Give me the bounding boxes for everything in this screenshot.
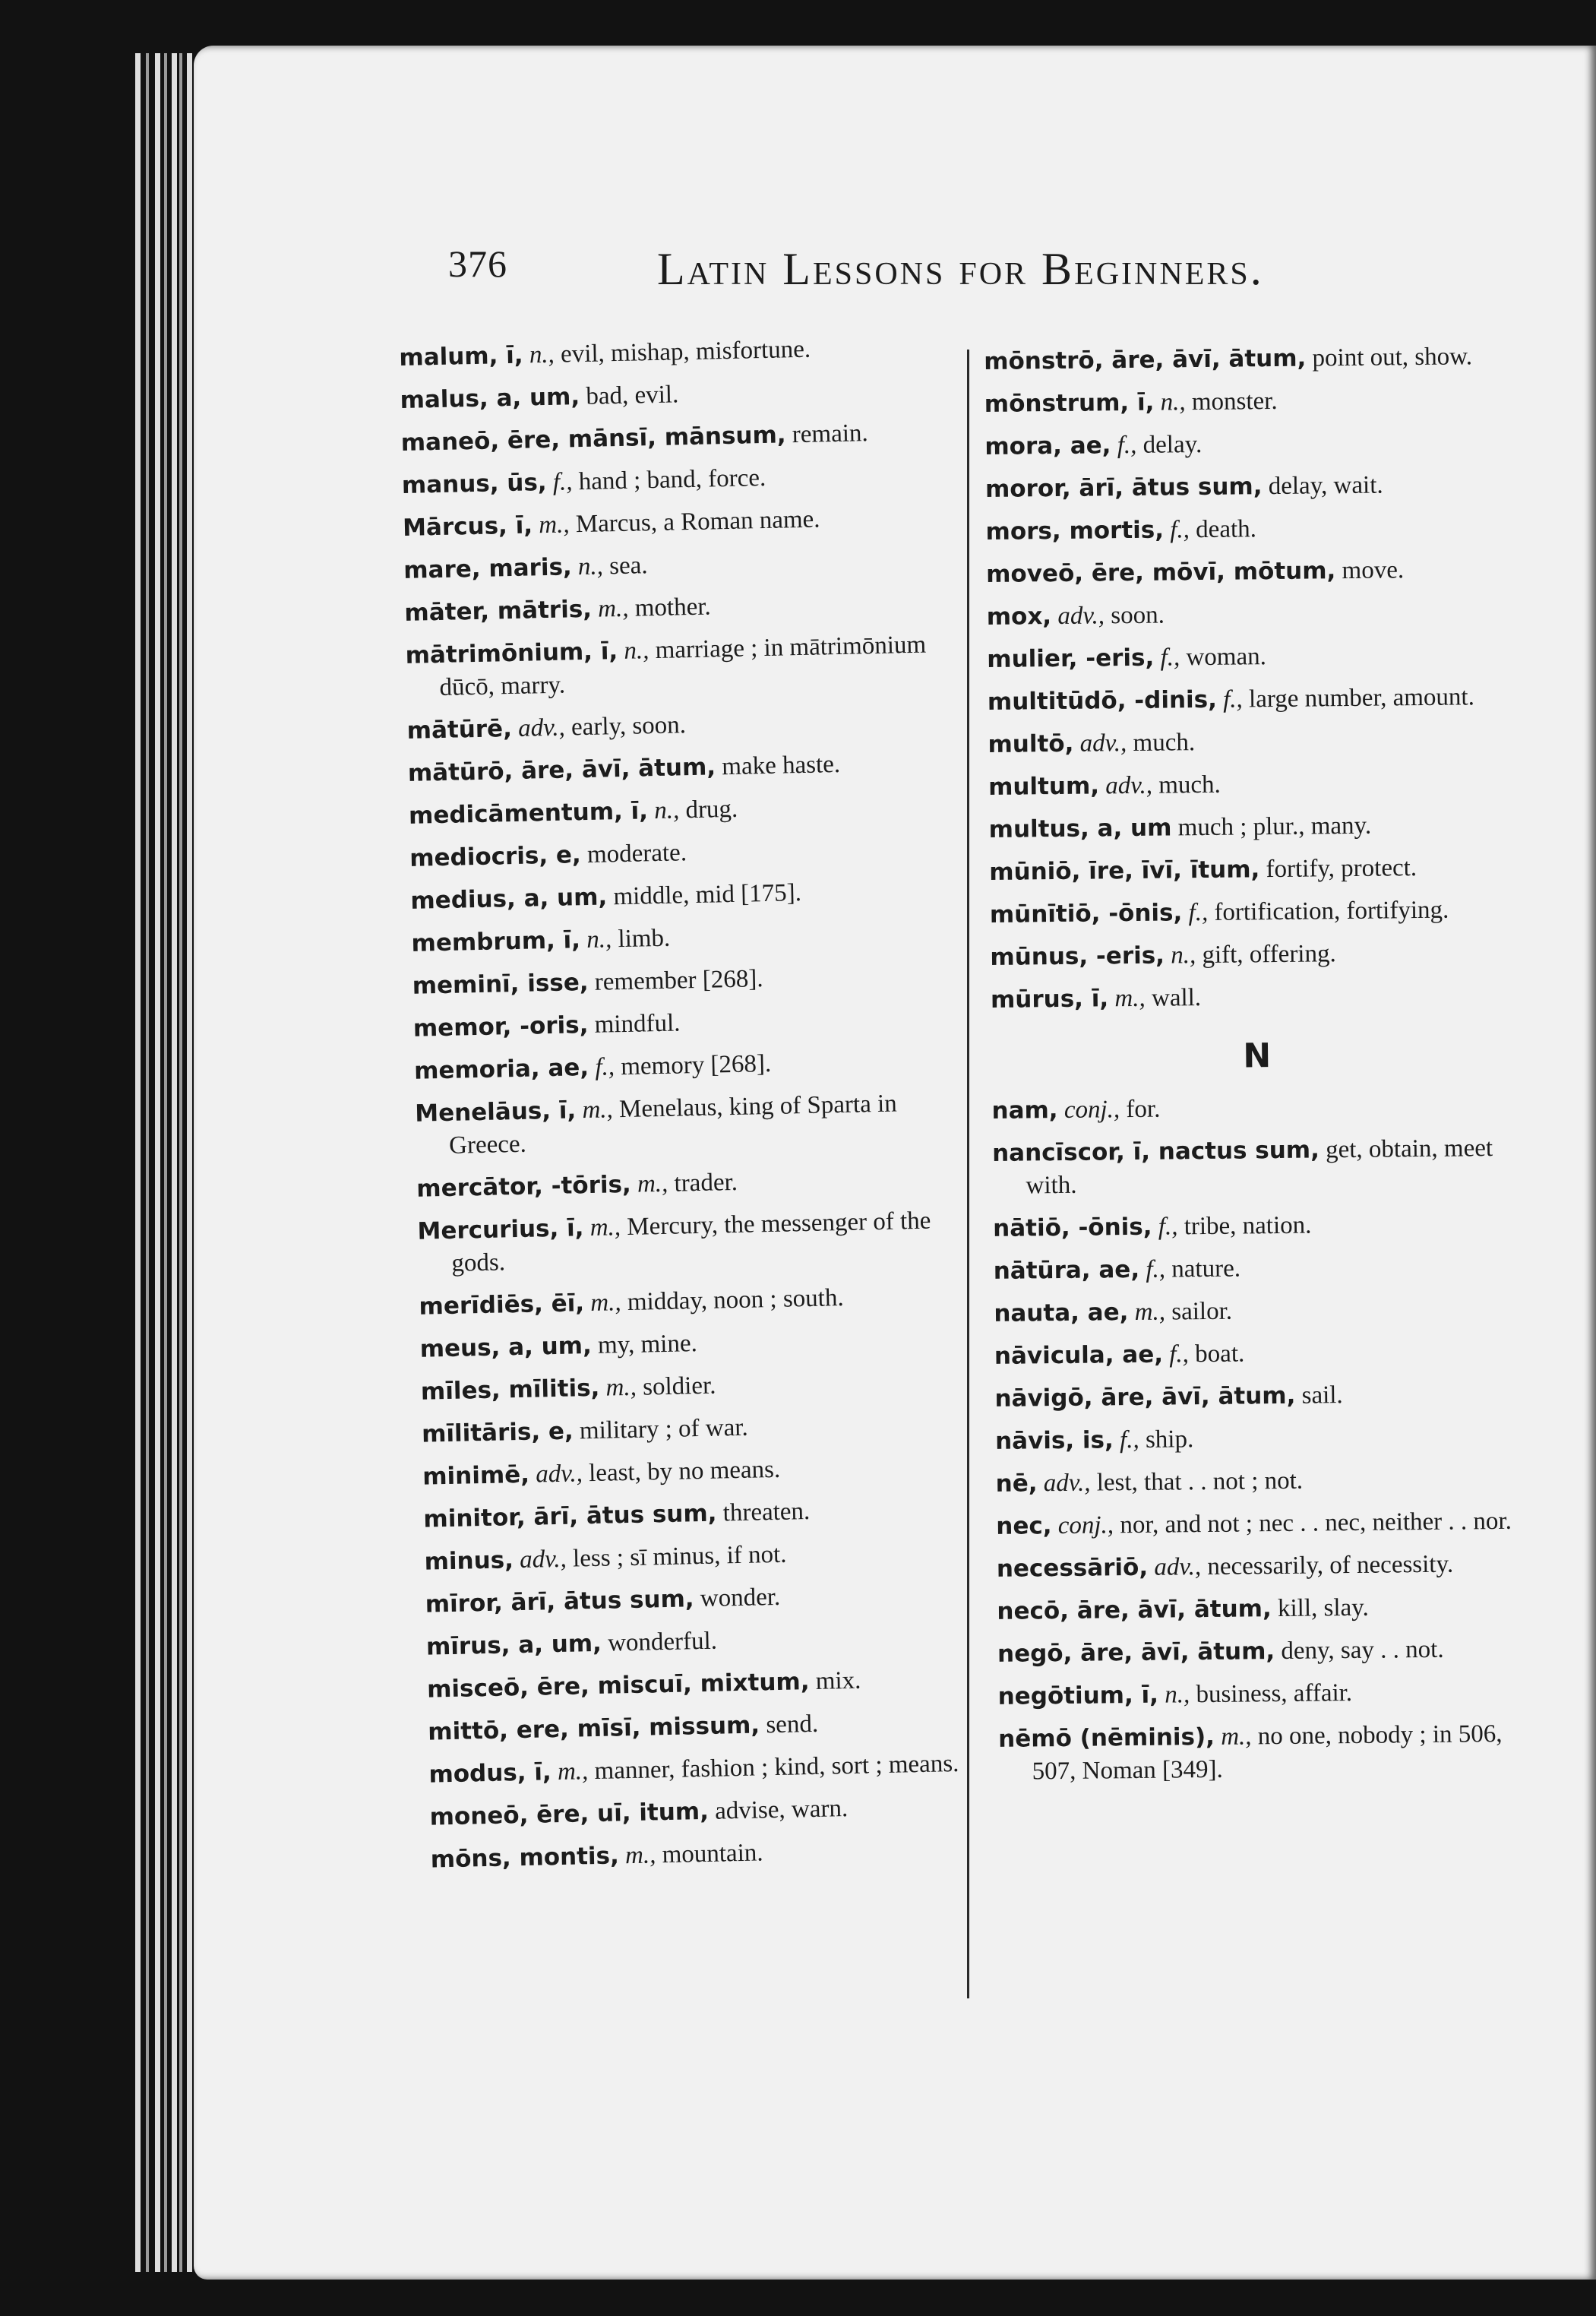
entry-headword: nam,: [991, 1096, 1058, 1125]
entry-headword: Mercurius, ī,: [417, 1214, 584, 1245]
entry-headword: mittō, ere, mīsī, missum,: [427, 1711, 760, 1746]
entry-definition: business, affair.: [1196, 1679, 1353, 1709]
entry-grammar: f.,: [1169, 1340, 1190, 1368]
entry-headword: māter, mātris,: [404, 595, 593, 627]
entry-grammar: conj.,: [1063, 1096, 1120, 1124]
entry-definition: military ; of war.: [579, 1413, 749, 1445]
dictionary-entry: [410, 874, 958, 918]
entry-headword: multitūdō, -dinis,: [987, 685, 1218, 716]
entry-grammar: m.,: [1221, 1723, 1252, 1751]
entry-grammar: f.,: [1222, 685, 1244, 713]
entry-definition: fortification, fortifying.: [1214, 896, 1449, 926]
entry-headword: nē,: [995, 1470, 1038, 1498]
entry-definition: ship.: [1145, 1425, 1194, 1454]
entry-headword: manus, ūs,: [401, 468, 547, 499]
dictionary-entry: [415, 1087, 963, 1163]
entry-definition: no one, nobody ; in 506, 507, Noman [349].: [1032, 1720, 1503, 1786]
entry-definition: midday, noon ; south.: [627, 1284, 845, 1316]
entry-definition: limb.: [618, 924, 671, 954]
entry-definition: death.: [1196, 515, 1257, 544]
entry-grammar: f.,: [1117, 431, 1137, 460]
entry-headword: multus, a, um: [988, 814, 1172, 843]
dictionary-entry: [995, 1463, 1527, 1501]
page-header: [448, 228, 1307, 312]
entry-grammar: m.,: [597, 594, 629, 623]
entry-headword: mīles, mīlitis,: [420, 1374, 600, 1406]
page-edge-line: [155, 53, 160, 2272]
entry-definition: monster.: [1191, 387, 1278, 416]
dictionary-entry: [403, 501, 950, 545]
entry-headword: mōns, montis,: [430, 1842, 620, 1874]
entry-headword: medius, a, um,: [410, 883, 608, 915]
entry-grammar: n.,: [624, 637, 649, 665]
entry-headword: mīlitāris, e,: [421, 1417, 574, 1448]
page-edge-line: [179, 53, 182, 2272]
dictionary-entry: [411, 916, 959, 960]
entry-headword: mōnstrum, ī,: [984, 388, 1155, 418]
entry-headword: membrum, ī,: [411, 926, 581, 957]
dictionary-entry: [993, 1207, 1525, 1245]
dictionary-entry: [419, 1280, 966, 1324]
entry-definition: manner, fashion ; kind, sort ; means.: [594, 1749, 959, 1786]
entry-headword: malum, ī,: [399, 341, 523, 372]
entry-definition: large number, amount.: [1248, 683, 1475, 713]
dictionary-entry: [994, 1292, 1525, 1330]
dictionary-entry: [428, 1748, 976, 1792]
entry-headword: malus, a, um,: [400, 383, 580, 414]
dictionary-entry: [409, 831, 957, 875]
entry-definition: early, soon.: [570, 711, 687, 742]
entry-headword: mōnstrō, āre, āvī, ātum,: [984, 344, 1307, 375]
entry-grammar: conj.,: [1057, 1511, 1114, 1540]
entry-definition: much.: [1133, 729, 1196, 757]
entry-definition: less ; sī minus, if not.: [572, 1540, 787, 1573]
entry-grammar: m.,: [624, 1841, 656, 1870]
dictionary-entry: [985, 511, 1517, 549]
entry-headword: minus,: [424, 1546, 514, 1576]
entry-headword: mare, maris,: [403, 553, 573, 584]
entry-grammar: m.,: [589, 1213, 621, 1242]
entry-headword: multum,: [988, 772, 1100, 801]
dictionary-entry: [429, 1790, 977, 1834]
entry-definition: memory [268].: [620, 1049, 772, 1081]
dictionary-entry: [426, 1620, 974, 1664]
left-column: [399, 331, 978, 1887]
dictionary-entry: [995, 1420, 1527, 1458]
entry-headword: nauta, ae,: [994, 1299, 1129, 1327]
dictionary-entry: [990, 894, 1522, 932]
dictionary-entry: [407, 746, 955, 790]
dictionary-entry: [412, 959, 959, 1003]
dictionary-entry: [414, 1044, 962, 1088]
dictionary-entry: [406, 704, 954, 748]
entry-definition: evil, mishap, misfortune.: [560, 335, 811, 369]
entry-definition: wonder.: [700, 1583, 781, 1613]
entry-headword: mulier, -eris,: [987, 644, 1155, 673]
entry-grammar: f.,: [1158, 1213, 1178, 1241]
page-edge-line: [135, 53, 141, 2272]
entry-headword: negōtium, ī,: [997, 1681, 1159, 1710]
entry-grammar: m.,: [589, 1289, 622, 1317]
entry-headword: nēmō (nēminis),: [998, 1723, 1215, 1753]
entry-headword: necō, āre, āvī, ātum,: [997, 1595, 1272, 1625]
entry-headword: nec,: [996, 1512, 1052, 1540]
dictionary-entry: [423, 1492, 971, 1536]
dictionary-entry: [990, 936, 1522, 974]
entry-headword: meus, a, um,: [419, 1331, 593, 1363]
entry-definition: remember [268].: [594, 965, 763, 996]
entry-grammar: adv.,: [1079, 729, 1127, 758]
dictionary-entry: [405, 628, 953, 705]
entry-grammar: f.,: [1146, 1255, 1166, 1283]
entry-headword: mūrus, ī,: [990, 985, 1109, 1014]
dictionary-entry: [422, 1407, 969, 1451]
page-edge-line: [187, 53, 192, 2272]
page-edge-stack: [129, 53, 201, 2272]
entry-definition: remain.: [792, 419, 869, 449]
entry-definition: much ; plur., many.: [1177, 812, 1372, 842]
entry-headword: mūniō, īre, īvī, ītum,: [989, 856, 1260, 886]
entry-definition: much.: [1158, 770, 1221, 799]
dictionary-entry: [419, 1322, 967, 1366]
entry-definition: Mercury, the messenger of the gods.: [451, 1207, 931, 1277]
dictionary-entry: [412, 1001, 960, 1046]
entry-grammar: m.,: [538, 511, 570, 539]
entry-definition: moderate.: [586, 839, 687, 868]
entry-grammar: f.,: [594, 1053, 615, 1081]
entry-definition: wonderful.: [607, 1627, 718, 1657]
entry-definition: middle, mid [175].: [613, 879, 802, 911]
right-column-n-entries: [991, 1090, 1531, 1789]
entry-definition: get, obtain, meet with.: [1026, 1134, 1493, 1200]
entry-definition: trader.: [674, 1168, 738, 1198]
dictionary-entry: [986, 553, 1518, 591]
entry-headword: mātūrē,: [406, 714, 513, 745]
dictionary-entry: [994, 1335, 1526, 1373]
dictionary-entry: [997, 1548, 1528, 1586]
dictionary-entry: [997, 1675, 1529, 1713]
entry-definition: boat.: [1195, 1340, 1245, 1368]
entry-definition: point out, show.: [1312, 343, 1473, 372]
entry-definition: kill, slay.: [1277, 1593, 1369, 1623]
entry-headword: modus, ī,: [428, 1758, 552, 1789]
entry-headword: moveō, ēre, mōvī, mōtum,: [985, 557, 1336, 588]
entry-grammar: adv.,: [1057, 602, 1105, 630]
dictionary-entry: [988, 808, 1520, 846]
entry-grammar: n.,: [1171, 941, 1196, 970]
dictionary-entry: [416, 1162, 964, 1206]
right-column: [984, 340, 1531, 1799]
page-number: 376: [448, 242, 507, 285]
entry-definition: mother.: [634, 593, 712, 622]
entry-headword: negō, āre, āvī, ātum,: [997, 1637, 1275, 1668]
entry-definition: move.: [1342, 556, 1405, 585]
entry-definition: sea.: [608, 552, 648, 581]
entry-grammar: m.,: [1114, 984, 1146, 1013]
entry-definition: sailor.: [1171, 1297, 1233, 1326]
dictionary-entry: [991, 979, 1522, 1017]
entry-headword: memor, -oris,: [412, 1011, 589, 1043]
entry-definition: nor, and not ; nec . . nec, neither . . nor.: [1120, 1507, 1512, 1539]
dictionary-entry: [984, 383, 1516, 421]
entry-grammar: m.,: [605, 1373, 637, 1402]
dictionary-entry: [994, 1250, 1525, 1288]
entry-headword: mātūrō, āre, āvī, ātum,: [407, 753, 716, 787]
entry-definition: send.: [766, 1710, 819, 1739]
entry-definition: for.: [1126, 1095, 1161, 1124]
dictionary-entry: [988, 681, 1519, 719]
entry-grammar: adv.,: [519, 1545, 567, 1574]
entry-grammar: n.,: [586, 925, 612, 954]
entry-headword: Mārcus, ī,: [402, 511, 533, 542]
column-divider: [967, 350, 969, 1998]
entry-headword: misceō, ēre, miscuī, mixtum,: [426, 1668, 810, 1704]
entry-definition: mountain.: [662, 1839, 763, 1869]
entry-definition: wall.: [1151, 984, 1202, 1012]
entry-headword: minitor, ārī, ātus sum,: [423, 1499, 717, 1533]
entry-definition: Menelaus, king of Sparta in Greece.: [448, 1090, 898, 1160]
entry-definition: threaten.: [722, 1498, 811, 1527]
entry-definition: soon.: [1111, 601, 1165, 630]
entry-headword: mīror, ārī, ātus sum,: [425, 1585, 694, 1618]
entry-grammar: f.,: [1170, 516, 1190, 544]
dictionary-entry: [994, 1378, 1526, 1416]
entry-grammar: adv.,: [1154, 1553, 1202, 1581]
page-edge-line: [164, 53, 167, 2272]
dictionary-entry: [997, 1590, 1528, 1628]
entry-grammar: adv.,: [517, 713, 566, 742]
entry-headword: multō,: [988, 729, 1074, 758]
entry-definition: delay.: [1142, 431, 1203, 459]
entry-headword: moror, ārī, ātus sum,: [984, 473, 1263, 503]
entry-grammar: f.,: [1188, 898, 1209, 927]
entry-definition: make haste.: [721, 750, 841, 781]
entry-headword: mūnītiō, -ōnis,: [989, 899, 1183, 929]
dictionary-entry: [409, 789, 956, 833]
entry-grammar: n.,: [529, 340, 555, 369]
entry-grammar: adv.,: [535, 1460, 583, 1489]
entry-headword: nāvigō, āre, āvī, ātum,: [994, 1381, 1296, 1413]
dictionary-entry: [404, 586, 952, 630]
entry-headword: merīdiēs, ēī,: [419, 1289, 585, 1321]
dictionary-entry: [403, 543, 951, 587]
dictionary-entry: [427, 1663, 975, 1707]
entry-definition: nature.: [1171, 1254, 1241, 1283]
entry-grammar: adv.,: [1105, 771, 1153, 800]
right-column-m-entries: [984, 340, 1522, 1017]
entry-headword: mīrus, a, um,: [425, 1629, 602, 1661]
dictionary-entry: [984, 426, 1516, 464]
entry-definition: my, mine.: [597, 1330, 698, 1359]
dictionary-entry: [992, 1132, 1525, 1203]
entry-headword: nātiō, -ōnis,: [992, 1213, 1152, 1242]
dictionary-entry: [430, 1832, 978, 1876]
dictionary-entry: [417, 1204, 966, 1281]
dictionary-entry: [998, 1718, 1531, 1789]
entry-definition: Marcus, a Roman name.: [575, 505, 820, 539]
entry-definition: hand ; band, force.: [578, 464, 766, 496]
entry-grammar: m.,: [1134, 1298, 1166, 1326]
entry-definition: drug.: [685, 795, 738, 824]
entry-definition: advise, warn.: [714, 1795, 849, 1825]
entry-grammar: n.,: [653, 796, 680, 825]
entry-headword: mūnus, -eris,: [990, 941, 1165, 971]
dictionary-entry: [985, 468, 1517, 506]
entry-grammar: m.,: [557, 1758, 589, 1786]
entry-definition: least, by no means.: [588, 1455, 781, 1488]
entry-definition: marriage ; in mātrimōnium dūcō, marry.: [439, 631, 927, 701]
entry-headword: mors, mortis,: [985, 516, 1165, 546]
dictionary-entry: [400, 416, 948, 460]
dictionary-entry: [400, 373, 947, 417]
entry-definition: soldier.: [642, 1372, 716, 1401]
dictionary-entry: [987, 596, 1519, 634]
entry-definition: delay, wait.: [1268, 471, 1383, 501]
entry-definition: deny, say . . not.: [1281, 1635, 1444, 1665]
entry-headword: mediocris, e,: [409, 841, 582, 872]
entry-headword: memoria, ae,: [413, 1053, 589, 1085]
entry-grammar: adv.,: [1043, 1469, 1091, 1498]
dictionary-entry: [424, 1535, 972, 1579]
page-edge-line: [146, 53, 149, 2272]
page-edge-line: [172, 53, 177, 2272]
entry-definition: woman.: [1186, 643, 1267, 672]
entry-headword: meminī, isse,: [412, 968, 589, 1000]
entry-headword: minimē,: [422, 1460, 530, 1491]
entry-grammar: f.,: [552, 468, 573, 496]
dictionary-entry: [428, 1705, 975, 1749]
entry-grammar: n.,: [1165, 1681, 1190, 1709]
entry-definition: necessarily, of necessity.: [1207, 1550, 1454, 1581]
entry-headword: mora, ae,: [984, 432, 1111, 460]
entry-headword: nātūra, ae,: [993, 1255, 1140, 1285]
entry-grammar: m.,: [582, 1096, 614, 1125]
entry-definition: sail.: [1301, 1381, 1343, 1410]
entry-headword: moneō, ēre, uī, itum,: [429, 1797, 710, 1831]
dictionary-entry: [997, 1633, 1529, 1671]
entry-definition: mix.: [815, 1666, 861, 1695]
dictionary-entry: [988, 766, 1520, 804]
entry-headword: nancīscor, ī, nactus sum,: [991, 1136, 1320, 1167]
dictionary-entry: [987, 638, 1519, 676]
entry-definition: mindful.: [594, 1009, 681, 1039]
dictionary-entry: [421, 1365, 969, 1409]
entry-grammar: f.,: [1119, 1425, 1139, 1454]
entry-headword: Menelāus, ī,: [414, 1096, 577, 1128]
entry-definition: gift, offering.: [1202, 940, 1336, 970]
running-head: Latin Lessons for Beginners.: [657, 244, 1264, 294]
dictionary-entry: [989, 851, 1521, 889]
entry-definition: bad, evil.: [586, 381, 679, 410]
entry-headword: nāvicula, ae,: [994, 1340, 1164, 1370]
entry-headword: medicāmentum, ī,: [408, 797, 649, 830]
entry-headword: mātrimōnium, ī,: [405, 638, 618, 669]
entry-headword: mercātor, -tōris,: [416, 1170, 632, 1203]
dictionary-entry: [425, 1577, 972, 1622]
entry-definition: fortify, protect.: [1266, 854, 1417, 884]
dictionary-entry: [996, 1505, 1528, 1543]
entry-definition: lest, that . . not ; not.: [1096, 1466, 1304, 1497]
dictionary-entry: [991, 1090, 1523, 1128]
entry-grammar: n.,: [1160, 388, 1186, 416]
entry-headword: nāvis, is,: [994, 1426, 1114, 1455]
entry-definition: tribe, nation.: [1184, 1211, 1312, 1241]
entry-headword: necessāriō,: [996, 1553, 1149, 1583]
dictionary-entry: [422, 1450, 970, 1494]
dictionary-entry: [988, 723, 1519, 761]
dictionary-entry: [402, 458, 950, 502]
entry-headword: mox,: [986, 603, 1052, 631]
entry-grammar: m.,: [637, 1169, 668, 1198]
dictionary-entry: [984, 340, 1515, 378]
entry-grammar: n.,: [577, 552, 604, 581]
entry-grammar: f.,: [1160, 644, 1180, 672]
section-letter-heading: N: [1243, 1036, 1272, 1076]
entry-headword: maneō, ēre, mānsī, mānsum,: [400, 421, 786, 457]
